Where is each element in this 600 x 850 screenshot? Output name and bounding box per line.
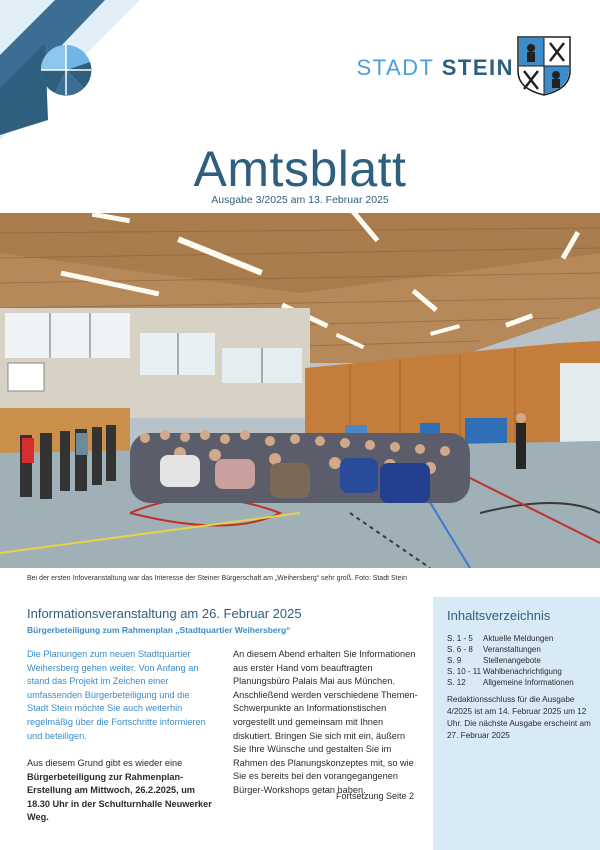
brand-bold: STEIN — [441, 55, 514, 80]
article-event-details: Bürgerbeteiligung zur Rahmenplan-Erstellung am Mittwoch, 26.2.2025, um 18.30 Uhr in der Schulturnhalle Neuwerker Weg. — [27, 771, 212, 823]
toc-label: Aktuelle Meldungen — [483, 634, 554, 643]
toc-pages: S. 6 - 8 — [447, 645, 473, 654]
article-title: Informationsveranstaltung am 26. Februar 2025 — [27, 606, 302, 621]
toc-label: Allgemeine Informationen — [483, 678, 574, 687]
toc-label: Stellenangebote — [483, 656, 541, 665]
toc-item[interactable] — [447, 678, 574, 687]
toc-pages: S. 12 — [447, 678, 466, 687]
article-column-1 — [27, 757, 212, 825]
brand-light: STADT — [356, 55, 435, 80]
toc-label: Wahlbenachrichtigung — [483, 667, 562, 676]
article-subtitle: Bürgerbeteiligung zum Rahmenplan „Stadtquartier Weihersberg“ — [27, 625, 291, 635]
photo-caption: Bei der ersten Infoveranstaltung war das Interesse der Steiner Bürgerschaft am „Weihersberg“ sehr groß. Foto: Stadt Stein — [27, 575, 407, 582]
page-title: Amtsblatt — [193, 141, 407, 197]
article-column-2: An diesem Abend erhalten Sie Informationen aus erster Hand vom beauftragten Planungsbüro Palais Mai aus München. Anschließend werden verschiedene Themen-Schwerpunkte an Informationstischen vorgestellt und gemeinsam mit Ihnen diskutiert. Bringen Sie sich mit ein, äußern Sie Ihre Wünsche und gestalten Sie im Rahmen des Planungskonzeptes mit, so wie Sie es bereits bei den vorangegangenen Bürger-Workshops getan haben. — [233, 649, 418, 795]
toc-title: Inhaltsverzeichnis — [447, 608, 551, 623]
continued-link[interactable]: Fortsetzung Seite 2 — [335, 791, 414, 801]
toc-pages: S. 1 - 5 — [447, 634, 473, 643]
toc-pages: S. 10 - 11 — [447, 667, 482, 676]
city-brand — [356, 55, 514, 81]
event-photo — [0, 213, 600, 568]
editorial-deadline-note: Redaktionsschluss für die Ausgabe 4/2025 ist am 14. Februar 2025 um 12 Uhr. Die nächste Ausgabe erscheint am 27. Februar 2025 — [447, 695, 591, 740]
issue-date: Ausgabe 3/2025 am 13. Februar 2025 — [211, 194, 389, 206]
toc-label: Veranstaltungen — [483, 645, 541, 654]
coat-of-arms-icon — [516, 35, 572, 97]
article-text: Aus diesem Grund gibt es wieder eine — [27, 758, 183, 768]
toc-pages: S. 9 — [447, 656, 462, 665]
article-intro: Die Planungen zum neuen Stadtquartier Weihersberg gehen weiter. Von Anfang an stand das Projekt im Zeichen einer umfassenden Bürgerbeteiligung und die Stadt Stein möchte Sie auch weiterhin regelmäßig über die Fortschritte informieren und beteiligen. — [27, 649, 206, 741]
toc-item[interactable] — [447, 634, 553, 643]
toc-item[interactable] — [447, 656, 541, 665]
toc-item[interactable] — [447, 645, 541, 654]
toc-item[interactable] — [447, 667, 562, 676]
corner-logo-graphic — [0, 0, 140, 140]
